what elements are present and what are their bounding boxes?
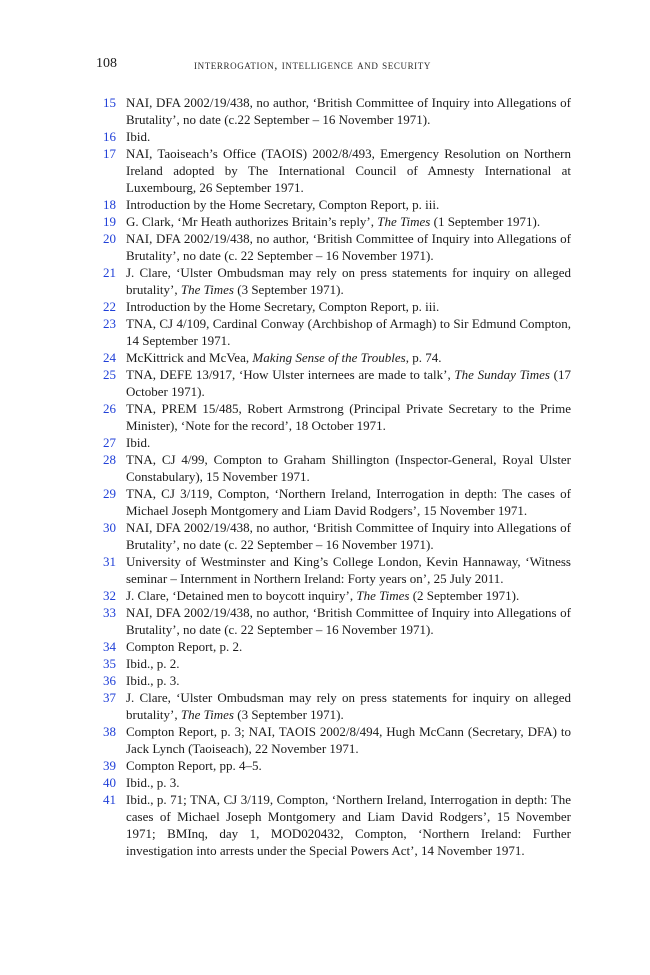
endnote-text-part: TNA, CJ 3/119, Compton, ‘Northern Ireland, Interrogation in depth: The cases of Michael Joseph Montgomery and Liam David Rodgers’, 15 November 1971. <box>126 486 571 518</box>
endnote-text-part: Introduction by the Home Secretary, Compton Report, p. iii. <box>126 299 440 314</box>
endnote <box>103 485 571 519</box>
endnote-text <box>126 519 571 553</box>
endnote-text-part: (3 September 1971). <box>233 282 344 297</box>
endnote-text-part: NAI, DFA 2002/19/438, no author, ‘British Committee of Inquiry into Allegations of Brutality’, no date (c. 22 September – 16 November 1971). <box>126 605 571 637</box>
endnote-number-link[interactable]: 18 <box>103 197 116 212</box>
endnote-text <box>126 315 571 349</box>
endnote-text <box>126 94 571 128</box>
endnote-text <box>126 723 571 757</box>
endnote-number-link[interactable]: 35 <box>103 656 116 671</box>
endnote-text-part: McKittrick and McVea, <box>126 350 253 365</box>
endnote-text-part: (3 September 1971). <box>233 707 344 722</box>
endnote <box>103 723 571 757</box>
endnote-text-part: University of Westminster and King’s College London, Kevin Hannaway, ‘Witness seminar – Internment in Northern Ireland: Forty years on’, 25 July 2011. <box>126 554 571 586</box>
endnote-number-link[interactable]: 30 <box>103 520 116 535</box>
endnote-text <box>126 689 571 723</box>
endnote-text-part: Ibid., p. 71; TNA, CJ 3/119, Compton, ‘Northern Ireland, Interrogation in depth: The cases of Michael Joseph Montgomery and Liam David Rodgers’, 15 November 1971; BMInq, day 1, MOD020432, Compton, ‘Northern Ireland: Further investigation into arrests under the Special Powers Act’, 14 November 1971. <box>126 792 571 858</box>
endnote-number-link[interactable]: 19 <box>103 214 116 229</box>
endnote-text-part: NAI, DFA 2002/19/438, no author, ‘British Committee of Inquiry into Allegations of Brutality’, no date (c. 22 September – 16 November 1971). <box>126 231 571 263</box>
endnote <box>103 145 571 196</box>
page-number: 108 <box>96 56 117 71</box>
endnote <box>103 638 571 655</box>
endnote-text-part: G. Clark, ‘Mr Heath authorizes Britain’s reply’, <box>126 214 378 229</box>
endnote-text <box>126 791 571 859</box>
endnote-text <box>126 298 571 315</box>
endnote-text <box>126 366 571 400</box>
endnote-text <box>126 145 571 196</box>
endnote-number-link[interactable]: 38 <box>103 724 116 739</box>
endnote-number-link[interactable]: 32 <box>103 588 116 603</box>
endnote <box>103 672 571 689</box>
endnote-text <box>126 400 571 434</box>
endnote-number-link[interactable]: 39 <box>103 758 116 773</box>
endnote <box>103 434 571 451</box>
endnote-number-link[interactable]: 40 <box>103 775 116 790</box>
endnote-number-link[interactable]: 27 <box>103 435 116 450</box>
endnote <box>103 230 571 264</box>
endnotes-list <box>103 94 571 859</box>
endnote <box>103 349 571 366</box>
endnote-text <box>126 485 571 519</box>
endnote-text-part: NAI, DFA 2002/19/438, no author, ‘British Committee of Inquiry into Allegations of Brutality’, no date (c. 22 September – 16 November 1971). <box>126 520 571 552</box>
endnote <box>103 264 571 298</box>
endnote-text-part: (1 September 1971). <box>430 214 541 229</box>
endnote <box>103 213 571 230</box>
endnote-text-part: J. Clare, ‘Ulster Ombudsman may rely on press statements for inquiry on alleged brutality’, <box>126 690 571 722</box>
endnote-number-link[interactable]: 15 <box>103 95 116 110</box>
endnote <box>103 791 571 859</box>
endnote-number-link[interactable]: 16 <box>103 129 116 144</box>
endnote-number-link[interactable]: 22 <box>103 299 116 314</box>
endnote-text <box>126 128 571 145</box>
endnote <box>103 655 571 672</box>
endnote-number-link[interactable]: 20 <box>103 231 116 246</box>
endnote <box>103 315 571 349</box>
endnote-number-link[interactable]: 23 <box>103 316 116 331</box>
endnote-text-part: Ibid. <box>126 435 151 450</box>
endnote-text-part: Ibid., p. 2. <box>126 656 180 671</box>
endnote <box>103 94 571 128</box>
endnote-italic-title: The Times <box>356 588 410 603</box>
endnote <box>103 196 571 213</box>
endnote-text-part: NAI, Taoiseach’s Office (TAOIS) 2002/8/493, Emergency Resolution on Northern Ireland adopted by The International Council of Amnesty International at Luxembourg, 26 September 1971. <box>126 146 571 195</box>
endnote-text <box>126 434 571 451</box>
endnote-number-link[interactable]: 17 <box>103 146 116 161</box>
endnote-italic-title: The Sunday Times <box>454 367 550 382</box>
endnote-text <box>126 349 571 366</box>
endnote-text-part: J. Clare, ‘Ulster Ombudsman may rely on press statements for inquiry on alleged brutality’, <box>126 265 571 297</box>
endnote-number-link[interactable]: 29 <box>103 486 116 501</box>
endnote <box>103 553 571 587</box>
endnote-text-part: Ibid. <box>126 129 151 144</box>
endnote <box>103 128 571 145</box>
endnote-text <box>126 774 571 791</box>
endnote <box>103 587 571 604</box>
endnote-text <box>126 230 571 264</box>
endnote-italic-title: The Times <box>377 214 431 229</box>
endnote-text-part: Compton Report, p. 3; NAI, TAOIS 2002/8/494, Hugh McCann (Secretary, DFA) to Jack Lynch (Taoiseach), 22 November 1971. <box>126 724 571 756</box>
endnote-text-part: Compton Report, pp. 4–5. <box>126 758 262 773</box>
endnote-text-part: TNA, CJ 4/99, Compton to Graham Shillington (Inspector-General, Royal Ulster Constabulary), 15 November 1971. <box>126 452 571 484</box>
endnote-italic-title: The Times <box>180 707 234 722</box>
endnote <box>103 774 571 791</box>
endnote-text <box>126 264 571 298</box>
endnote-text-part: J. Clare, ‘Detained men to boycott inquiry’, <box>126 588 357 603</box>
endnote-text-part: TNA, DEFE 13/917, ‘How Ulster internees are made to talk’, <box>126 367 455 382</box>
endnote-text-part: , p. 74. <box>405 350 442 365</box>
endnote <box>103 689 571 723</box>
endnote-text-part: TNA, PREM 15/485, Robert Armstrong (Principal Private Secretary to the Prime Minister), ‘Note for the record’, 18 October 1971. <box>126 401 571 433</box>
endnote-text-part: Compton Report, p. 2. <box>126 639 243 654</box>
endnote-number-link[interactable]: 26 <box>103 401 116 416</box>
endnote-text <box>126 553 571 587</box>
endnote <box>103 604 571 638</box>
endnote-text <box>126 213 571 230</box>
endnote-text <box>126 672 571 689</box>
endnote-number-link[interactable]: 37 <box>103 690 116 705</box>
endnote-text <box>126 757 571 774</box>
endnote <box>103 451 571 485</box>
endnote-number-link[interactable]: 31 <box>103 554 116 569</box>
running-title: interrogation, intelligence and security <box>194 58 431 72</box>
endnote-italic-title: The Times <box>180 282 234 297</box>
endnote-text <box>126 638 571 655</box>
endnote-text-part: Introduction by the Home Secretary, Compton Report, p. iii. <box>126 197 440 212</box>
endnote-text-part: TNA, CJ 4/109, Cardinal Conway (Archbishop of Armagh) to Sir Edmund Compton, 14 September 1971. <box>126 316 571 348</box>
endnote-text <box>126 604 571 638</box>
endnote-text <box>126 587 571 604</box>
endnote-number-link[interactable]: 25 <box>103 367 116 382</box>
endnote-number-link[interactable]: 21 <box>103 265 116 280</box>
endnote-text <box>126 196 571 213</box>
endnote <box>103 400 571 434</box>
endnote-number-link[interactable]: 36 <box>103 673 116 688</box>
endnote-text <box>126 655 571 672</box>
endnote <box>103 757 571 774</box>
endnote-text-part: NAI, DFA 2002/19/438, no author, ‘British Committee of Inquiry into Allegations of Brutality’, no date (c.22 September – 16 November 1971). <box>126 95 571 127</box>
running-header <box>0 56 650 76</box>
endnote-number-link[interactable]: 28 <box>103 452 116 467</box>
endnote-number-link[interactable]: 33 <box>103 605 116 620</box>
endnote-italic-title: Making Sense of the Troubles <box>252 350 406 365</box>
endnote-number-link[interactable]: 24 <box>103 350 116 365</box>
endnote-number-link[interactable]: 41 <box>103 792 116 807</box>
endnote-text-part: Ibid., p. 3. <box>126 673 180 688</box>
endnote <box>103 366 571 400</box>
endnote-text-part: (2 September 1971). <box>409 588 520 603</box>
endnote-text <box>126 451 571 485</box>
endnote-number-link[interactable]: 34 <box>103 639 116 654</box>
endnote-text-part: (17 October 1971). <box>126 367 571 399</box>
endnote <box>103 519 571 553</box>
endnote <box>103 298 571 315</box>
endnote-text-part: Ibid., p. 3. <box>126 775 180 790</box>
